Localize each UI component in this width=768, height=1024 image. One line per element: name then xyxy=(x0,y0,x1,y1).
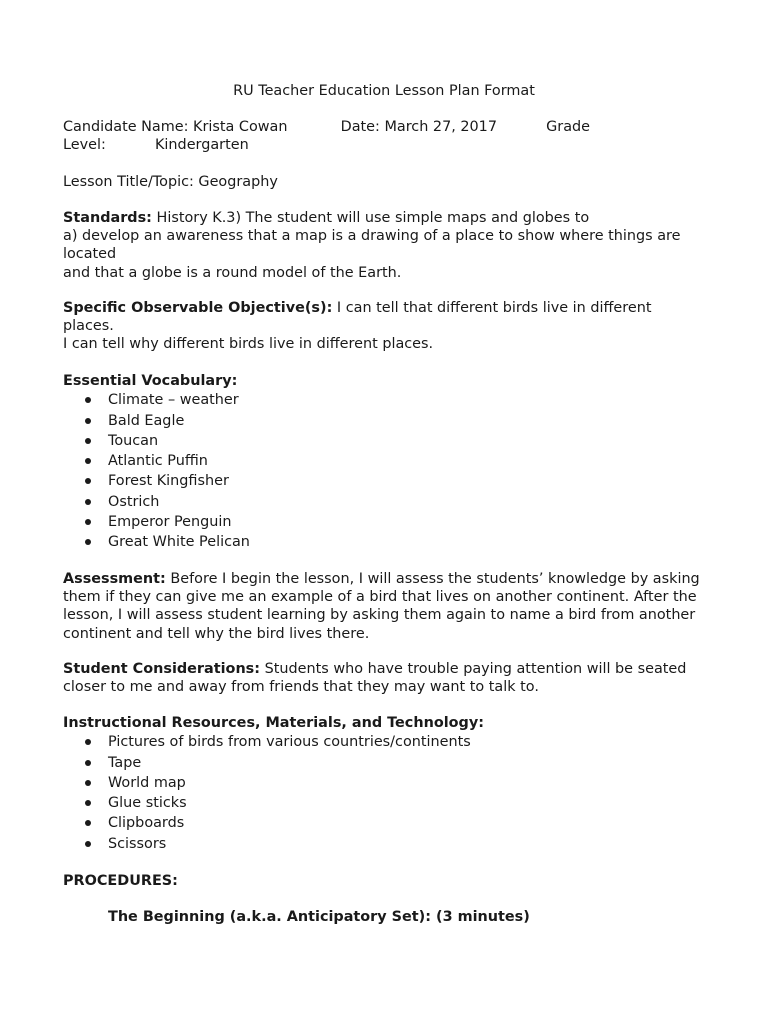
objectives-section xyxy=(63,299,703,354)
list-item: Bald Eagle xyxy=(63,411,703,431)
beginning-heading: The Beginning (a.k.a. Anticipatory Set): (3 minutes) xyxy=(108,909,530,925)
list-item: World map xyxy=(63,773,703,793)
grade-line xyxy=(63,136,703,154)
list-item: Forest Kingfisher xyxy=(63,471,703,491)
objectives-text-2: I can tell why different birds live in different places. xyxy=(63,336,434,353)
assessment-text: Before I begin the lesson, I will assess the students’ knowledge by asking them if they can give me an example of a bird that lives on another continent. After the lesson, I will assess student learning by asking them again to name a bird from another continent and tell why the bird lives there. xyxy=(63,571,700,642)
resources-label: Instructional Resources, Materials, and Technology: xyxy=(63,715,484,731)
considerations-text: Students who have trouble paying attention will be seated closer to me and away from friends that they may want to talk to. xyxy=(63,661,687,696)
list-item: Climate – weather xyxy=(63,390,703,410)
grade-level-label: Level: xyxy=(63,137,106,154)
list-item: Pictures of birds from various countries/continents xyxy=(63,732,703,752)
lesson-title xyxy=(63,173,703,191)
list-item: Atlantic Puffin xyxy=(63,451,703,471)
procedures-heading: PROCEDURES: xyxy=(63,873,178,889)
assessment-section xyxy=(63,570,703,643)
document-title: RU Teacher Education Lesson Plan Format xyxy=(233,83,535,99)
vocabulary-list xyxy=(63,390,703,552)
candidate-info xyxy=(63,118,703,154)
list-item: Glue sticks xyxy=(63,793,703,813)
candidate-name-value: Krista Cowan xyxy=(193,119,288,135)
resources-list xyxy=(63,732,703,854)
list-item: Ostrich xyxy=(63,492,703,512)
candidate-name-label: Candidate Name: xyxy=(63,119,189,135)
considerations-section xyxy=(63,660,703,696)
considerations-label: Student Considerations: xyxy=(63,661,261,677)
date-label: Date: xyxy=(340,119,380,135)
objectives-label: Specific Observable Objective(s): xyxy=(63,300,333,316)
date-value: March 27, 2017 xyxy=(384,119,497,135)
vocabulary-section xyxy=(63,372,703,553)
grade-value: Kindergarten xyxy=(155,137,249,154)
grade-label: Grade xyxy=(546,119,591,135)
list-item: Toucan xyxy=(63,431,703,451)
standards-section xyxy=(63,209,703,282)
resources-section xyxy=(63,714,703,854)
lesson-title-value: Geography xyxy=(198,174,278,190)
standards-text-3: and that a globe is a round model of the Earth. xyxy=(63,264,402,281)
objectives-text-1: I can tell that different birds live in different places. xyxy=(63,300,652,335)
list-item: Clipboards xyxy=(63,813,703,833)
list-item: Tape xyxy=(63,753,703,773)
list-item: Emperor Penguin xyxy=(63,512,703,532)
lesson-title-label: Lesson Title/Topic: xyxy=(63,174,194,190)
vocabulary-label: Essential Vocabulary: xyxy=(63,373,238,389)
standards-text-1: History K.3) The student will use simple maps and globes to xyxy=(156,210,590,226)
standards-label: Standards: xyxy=(63,210,152,226)
list-item: Great White Pelican xyxy=(63,532,703,552)
candidate-line xyxy=(63,118,703,136)
list-item: Scissors xyxy=(63,834,703,854)
assessment-label: Assessment: xyxy=(63,571,166,587)
standards-text-2: a) develop an awareness that a map is a drawing of a place to show where things are located xyxy=(63,228,681,263)
